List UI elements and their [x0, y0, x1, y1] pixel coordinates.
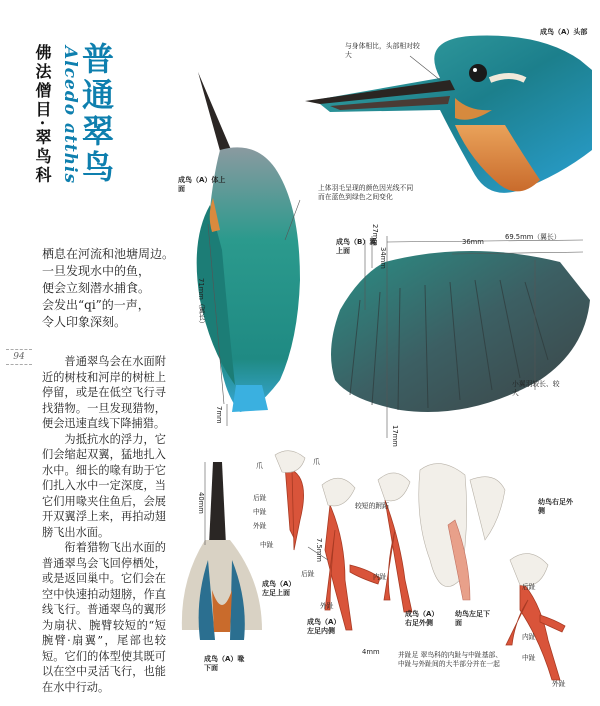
wing-label: 成鸟（B）翼上面	[336, 238, 377, 255]
r-rear-label: 后趾	[522, 583, 536, 591]
middle-toe-label: 中趾	[253, 508, 267, 516]
coverts-note: 小翼羽较长、较大	[512, 380, 560, 397]
dim-body: 71mm（翼长）	[197, 278, 205, 328]
foot-b-label: 成鸟（A）左足内侧	[307, 618, 341, 635]
toe-rear-label: 后趾	[301, 570, 315, 578]
syndactyl-note: 并趾足 翠鸟科的内趾与中趾基部、中趾与外趾间的大半部分并在一起	[398, 651, 503, 668]
dim-tail: 7mm	[215, 406, 223, 424]
r-middle-label: 中趾	[522, 654, 536, 662]
tarsus-note: 较短的跗跖	[355, 502, 389, 510]
intro-line: 一旦发现水中的鱼，	[42, 264, 151, 278]
page-number: 94	[6, 349, 32, 365]
dim-wing-34: 34mm	[379, 247, 387, 269]
intro-line: 便会立刻潜水捕食。	[42, 281, 151, 295]
dim-wing-70: 69.5mm（翼长）	[505, 233, 561, 241]
body-paragraph: 普通翠鸟会在水面附近的树枝和河岸的树桩上停留，或是在低空飞行寻找猎物。一旦发现猎物，便会迅速直线下降捕猎。	[42, 355, 166, 430]
latin-name: Alcedo atthis	[60, 46, 80, 185]
r-outer-label: 外趾	[552, 680, 566, 688]
taxonomy-label: 佛法僧目·翠鸟科	[33, 44, 52, 186]
body-upper-illustration	[197, 72, 300, 412]
body-paragraph: 衔着猎物飞出水面的普通翠鸟会飞回停栖处，或是返回巢中。它们会在空中快速拍动翅膀，作直线飞行。普通翠鸟的翼形为扇状、腕臂较短的“短腕臂·扇翼”，尾部也较短。它们的体型使其既可以在空中灵活飞行，也能在水中行动。	[42, 541, 166, 694]
head-note: 与身体相比，头部相对较大	[345, 42, 420, 59]
intro-line: 栖息在河流和池塘周边。	[42, 247, 175, 261]
foot-c-label: 成鸟（A）右足外侧	[405, 610, 439, 627]
foot-d-label: 幼鸟左足下面	[455, 610, 490, 627]
page-title: 普通翠鸟	[77, 42, 115, 186]
claw-label-2: 爪	[313, 458, 320, 466]
dim-wing-27: 27mm	[371, 224, 379, 246]
intro-line: 令人印象深刻。	[42, 315, 127, 329]
head-label: 成鸟（A）头部	[540, 28, 588, 36]
intro-line: 会发出“qi”的一声，	[42, 298, 150, 312]
toe-outer-label: 外趾	[320, 602, 334, 610]
toe-inner-label: 内趾	[373, 573, 387, 581]
toe-middle-label: 中趾	[260, 541, 274, 549]
dim-75: 7.5mm	[315, 538, 323, 563]
body-paragraph: 为抵抗水的浮力，它们会缩起双翼，猛地扎入水中。细长的喙有助于它们扎入水中一定深度，当它们用喙夹住鱼后，会展开双翼浮上来，再拍动翅膀飞出水面。	[42, 432, 166, 539]
outer-toe-label: 外趾	[253, 522, 267, 530]
under-label: 成鸟（A）喙下面	[204, 655, 245, 672]
upper-label: 成鸟（A）体上面	[178, 176, 226, 193]
feather-note: 上体羽毛呈现的颜色因光线不同而在蓝色到绿色之间变化	[318, 184, 414, 201]
juvenile-label: 幼鸟右足外侧	[538, 498, 573, 515]
dim-17: 17mm	[391, 425, 399, 447]
rear-toe-label: 后趾	[253, 494, 267, 502]
bill-dim: 40mm	[197, 492, 205, 514]
feather-tufts	[275, 451, 548, 587]
foot-dim: 4mm	[362, 648, 380, 656]
dim-wing-36: 36mm	[462, 238, 484, 246]
foot-a-label: 成鸟（A）左足上面	[262, 580, 296, 597]
r-inner-label: 内趾	[522, 633, 536, 641]
underside-illustration	[182, 462, 262, 640]
claw-label: 爪	[256, 462, 263, 470]
